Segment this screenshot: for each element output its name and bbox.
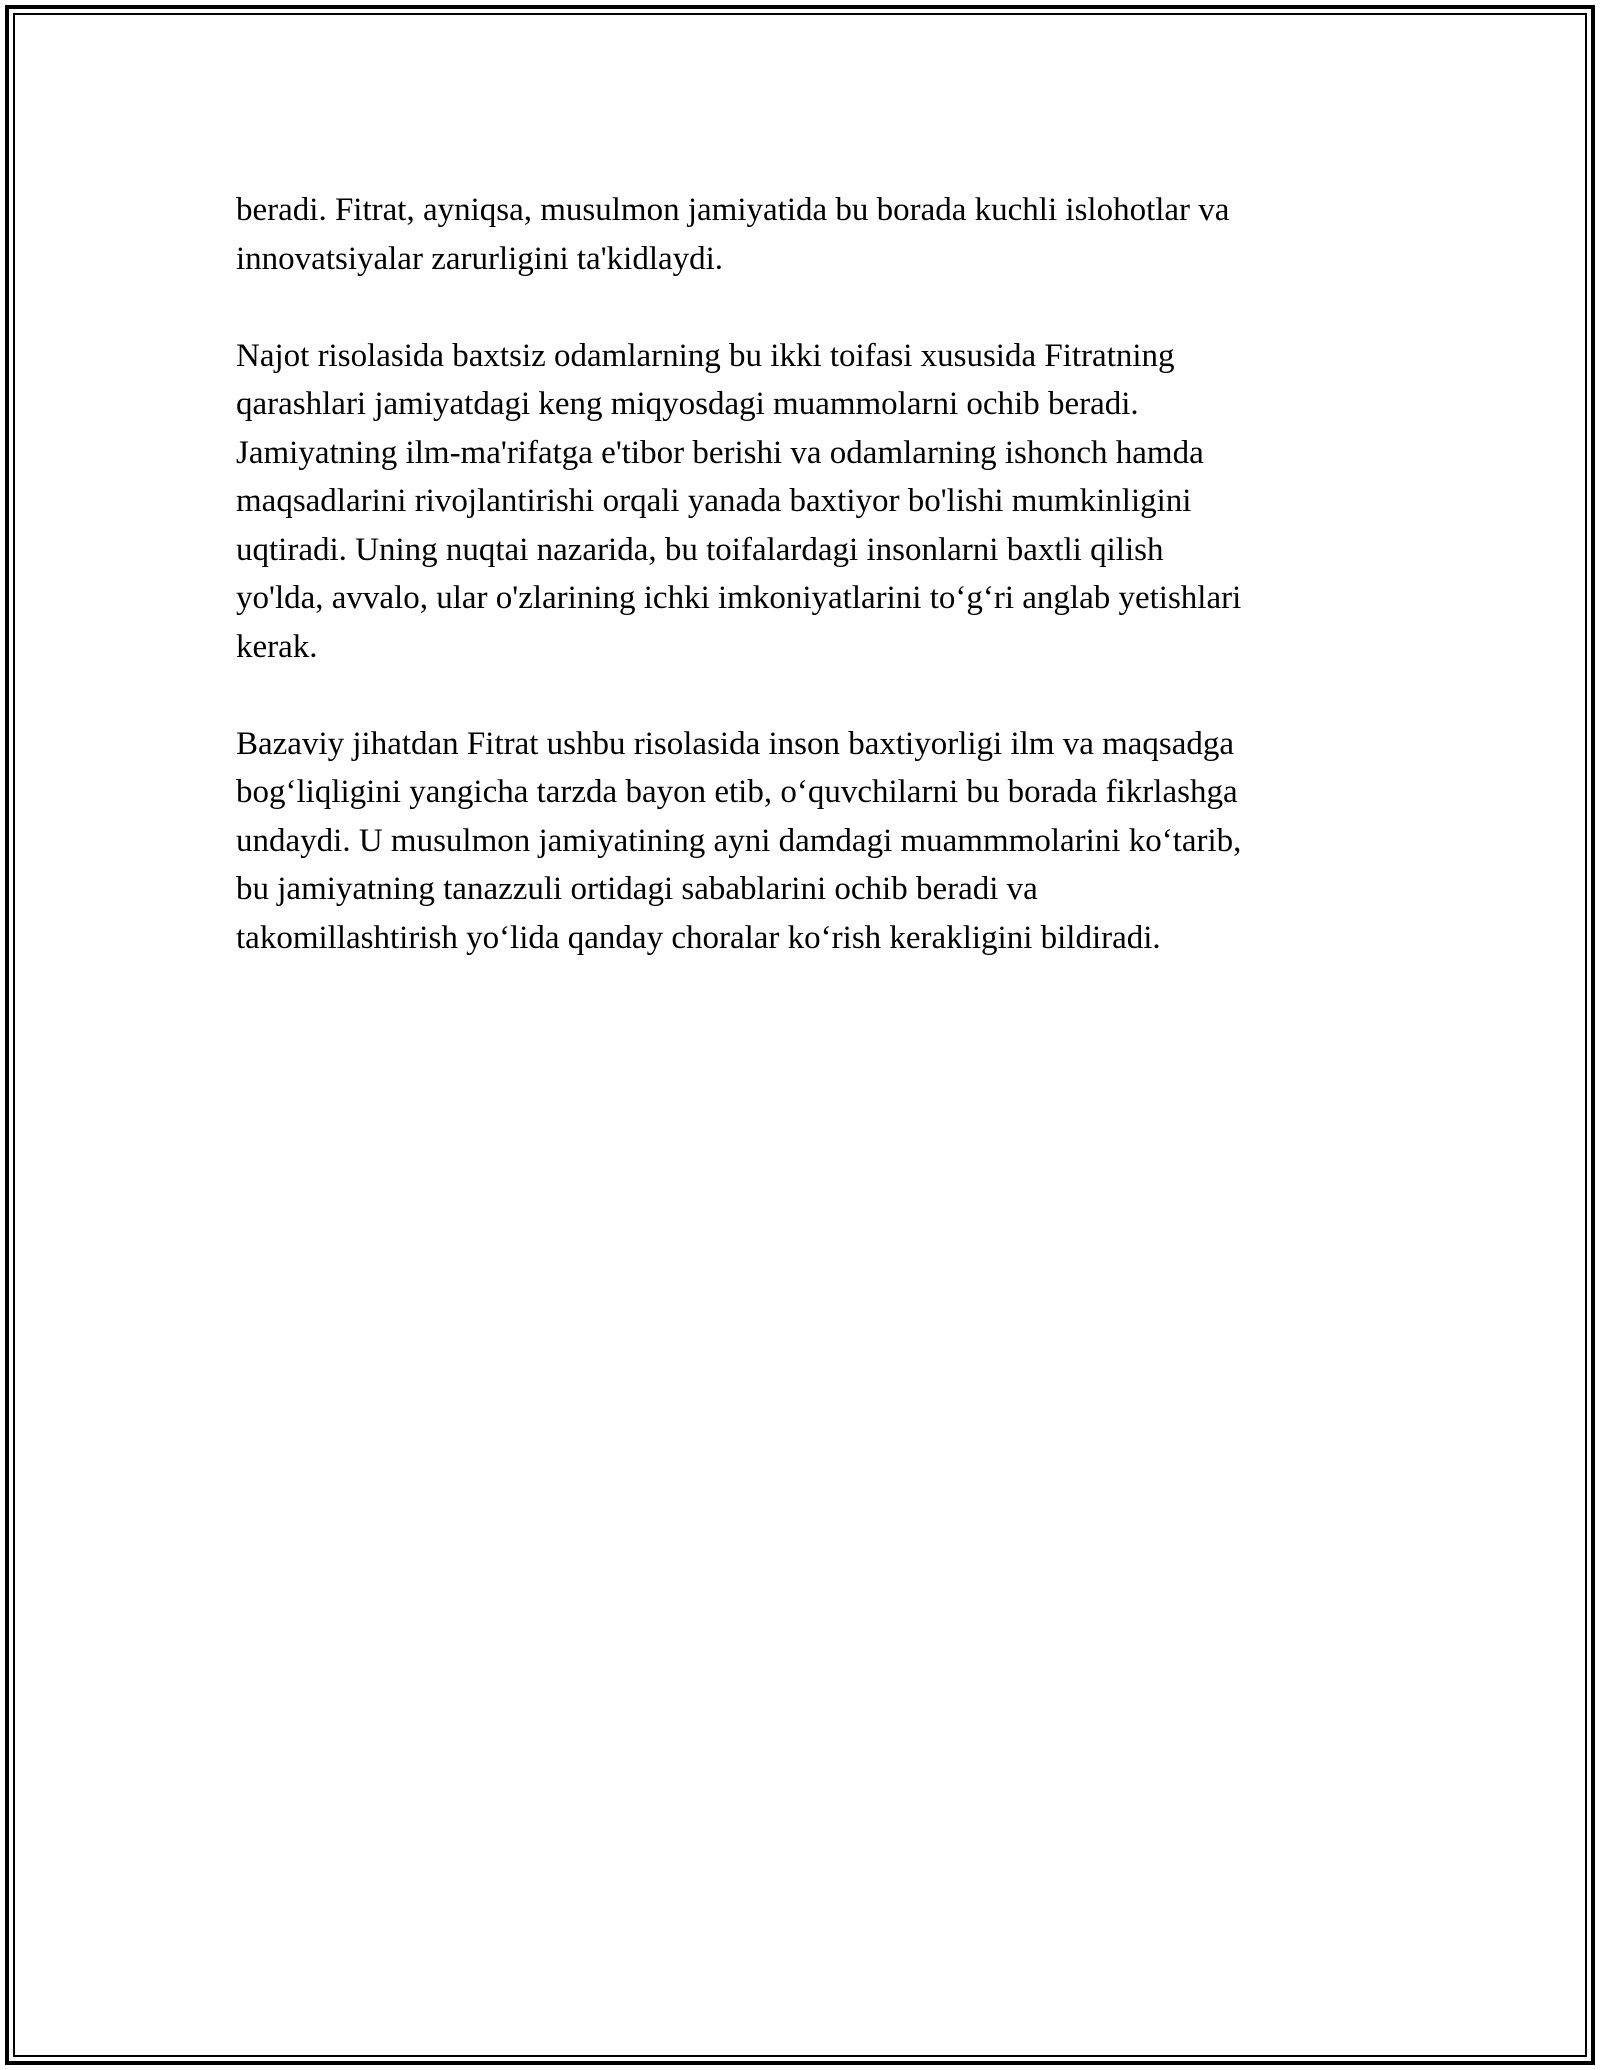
text-line: Najot risolasida baxtsiz odamlarning bu ikki toifasi xususida Fitratning: [236, 337, 1175, 374]
paragraph-2: [236, 332, 1366, 672]
text-line: Bazaviy jihatdan Fitrat ushbu risolasida inson baxtiyorligi ilm va maqsadga: [236, 725, 1235, 762]
text-line: maqsadlarini rivojlantirishi orqali yanada baxtiyor bo'lishi mumkinligini: [236, 483, 1192, 519]
text-line: Jamiyatning ilm-ma'rifatga e'tibor berishi va odamlarning ishonch hamda: [236, 434, 1204, 471]
text-line: beradi. Fitrat, ayniqsa, musulmon jamiyatida bu borada kuchli islohotlar va: [236, 192, 1230, 228]
text-line: bu jamiyatning tanazzuli ortidagi sabablarini ochib beradi va: [236, 871, 1038, 907]
text-line: undaydi. U musulmon jamiyatining ayni damdagi muammmolarini ko‘tarib,: [236, 822, 1242, 859]
text-line: kerak.: [236, 628, 318, 665]
text-line: qarashlari jamiyatdagi keng miqyosdagi muammolarni ochib beradi.: [236, 386, 1139, 422]
paragraph-3: [236, 720, 1366, 963]
text-line: yo'lda, avvalo, ular o'zlarining ichki imkoniyatlarini to‘g‘ri anglab yetishlari: [236, 580, 1242, 616]
text-line: uqtiradi. Uning nuqtai nazarida, bu toifalardagi insonlarni baxtli qilish: [236, 531, 1164, 568]
text-line: bog‘liqligini yangicha tarzda bayon etib, o‘quvchilarni bu borada fikrlashga: [236, 774, 1238, 810]
text-line: takomillashtirish yo‘lida qanday choralar ko‘rish kerakligini bildiradi.: [236, 919, 1161, 956]
text-line: innovatsiyalar zarurligini ta'kidlaydi.: [236, 240, 724, 277]
document-body: [236, 186, 1366, 962]
paragraph-1: [236, 186, 1366, 283]
